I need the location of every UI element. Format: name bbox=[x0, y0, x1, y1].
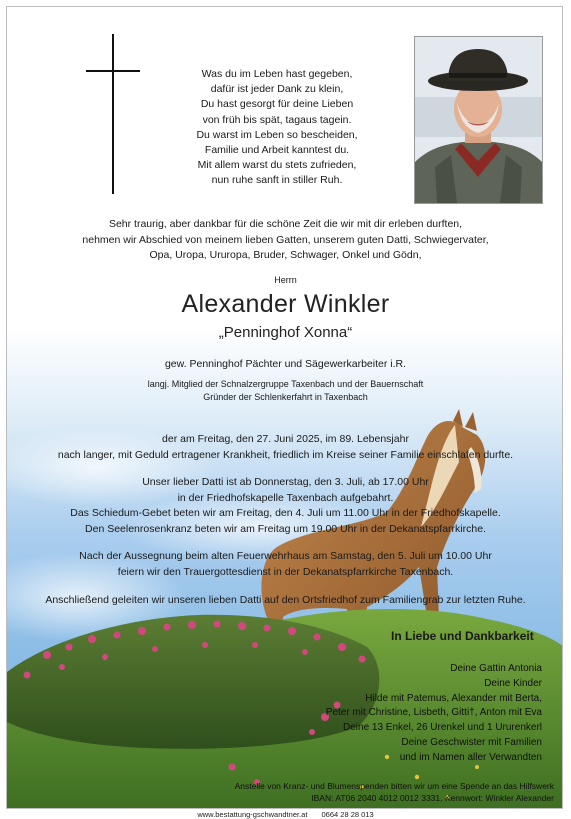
membership-line: Gründer der Schlenkerfahrt in Taxenbach bbox=[203, 392, 368, 402]
poem-line: Du warst im Leben so bescheiden, bbox=[196, 128, 358, 141]
poem-line: Mit allem warst du stets zufrieden, bbox=[197, 159, 357, 172]
funeral-line: feiern wir den Trauergottesdienst in der Dekanatspfarrkirche Taxenbach. bbox=[117, 565, 454, 578]
mourner-line: Deine Kinder bbox=[484, 677, 542, 689]
phone-number: 0664 28 28 013 bbox=[321, 810, 374, 819]
death-line: nach langer, mit Geduld ertragener Krankheit, friedlich im Kreise seiner Familie einschlafen durfte. bbox=[57, 448, 514, 461]
obituary-card bbox=[6, 6, 563, 809]
salutation: Herrn bbox=[274, 275, 297, 285]
funeral-line: Nach der Aussegnung beim alten Feuerwehrhaus am Samstag, den 5. Juli um 10.00 Uhr bbox=[79, 550, 492, 562]
mourner-line: Deine Gattin Antonia bbox=[450, 663, 542, 674]
funeral-home-contact bbox=[0, 810, 571, 819]
poem-line: dafür ist jeder Dank zu klein, bbox=[210, 83, 344, 96]
donation-iban: IBAN: AT06 2040 4012 0012 3331, Kennwort: Winkler Alexander bbox=[311, 792, 554, 803]
poem-line: Familie und Arbeit kanntest du. bbox=[204, 144, 350, 157]
death-line: der am Freitag, den 27. Juni 2025, im 89. Lebensjahr bbox=[162, 433, 409, 445]
mourner-line: Deine 13 Enkel, 26 Urenkel und 1 Ururenkerl bbox=[343, 722, 542, 734]
wake-line: Unser lieber Datti ist ab Donnerstag, den 3. Juli, ab 17.00 Uhr bbox=[142, 476, 429, 488]
wake-info bbox=[7, 475, 563, 537]
poem-line: Was du im Leben hast gegeben, bbox=[201, 68, 353, 80]
occupation: gew. Penninghof Pächter und Sägewerkarbeiter i.R. bbox=[164, 358, 407, 370]
donation-note bbox=[235, 781, 554, 804]
intro-line: Opa, Uropa, Ururopa, Bruder, Schwager, Onkel und Gödn, bbox=[149, 249, 422, 261]
wake-line: Das Schiedum-Gebet beten wir am Freitag, den 4. Juli um 11.00 Uhr in der Friedhofskapelle. bbox=[70, 507, 501, 519]
cross-bar bbox=[86, 70, 140, 72]
mourners-list bbox=[326, 662, 542, 766]
mourner-line: Peter mit Christine, Lisbeth, Gitti†, Anton mit Eva bbox=[325, 707, 542, 719]
intro-line: Sehr traurig, aber dankbar für die schöne Zeit die wir mit dir erleben durften, bbox=[108, 218, 463, 230]
wake-line: in der Friedhofskapelle Taxenbach aufgebahrt. bbox=[177, 491, 394, 504]
death-notice bbox=[7, 432, 563, 463]
donation-line: Anstelle von Kranz- und Blumenspenden bitten wir um eine Spende an das Hilfswerk bbox=[234, 781, 554, 791]
intro-line: nehmen wir Abschied von meinem lieben Gatten, unserem guten Datti, Schwiegervater, bbox=[82, 233, 489, 246]
mourner-line: und im Namen aller Verwandten bbox=[399, 751, 542, 763]
burial-info: Anschließend geleiten wir unseren lieben Datti auf den Ortsfriedhof zum Familiengrab zur letzten Ruhe. bbox=[45, 594, 526, 606]
mourner-line: Deine Geschwister mit Familien bbox=[401, 736, 542, 748]
deceased-name: Alexander Winkler bbox=[181, 290, 390, 318]
intro-text bbox=[7, 217, 563, 264]
wake-line: Den Seelenrosenkranz beten wir am Freitag um 19.00 Uhr in der Dekanatspfarrkirche. bbox=[85, 522, 486, 535]
poem-line: von früh bis spät, tagaus tagein. bbox=[202, 113, 352, 126]
poem-line: Du hast gesorgt für deine Lieben bbox=[200, 98, 354, 111]
poem-line: nun ruhe sanft in stiller Ruh. bbox=[211, 174, 343, 187]
memberships bbox=[7, 378, 563, 404]
closing-phrase: In Liebe und Dankbarkeit bbox=[391, 629, 534, 643]
poem bbox=[147, 67, 407, 189]
cross-icon bbox=[112, 34, 114, 194]
website-link[interactable]: www.bestattung-gschwandtner.at bbox=[197, 810, 308, 819]
mourner-line: Hilde mit Patemus, Alexander mit Berta, bbox=[365, 692, 542, 704]
nickname: „Penninghof Xonna“ bbox=[218, 324, 353, 341]
funeral-info bbox=[7, 549, 563, 580]
membership-line: langj. Mitglied der Schnalzergruppe Taxenbach und der Bauernschaft bbox=[147, 379, 424, 389]
portrait-photo bbox=[414, 36, 543, 204]
